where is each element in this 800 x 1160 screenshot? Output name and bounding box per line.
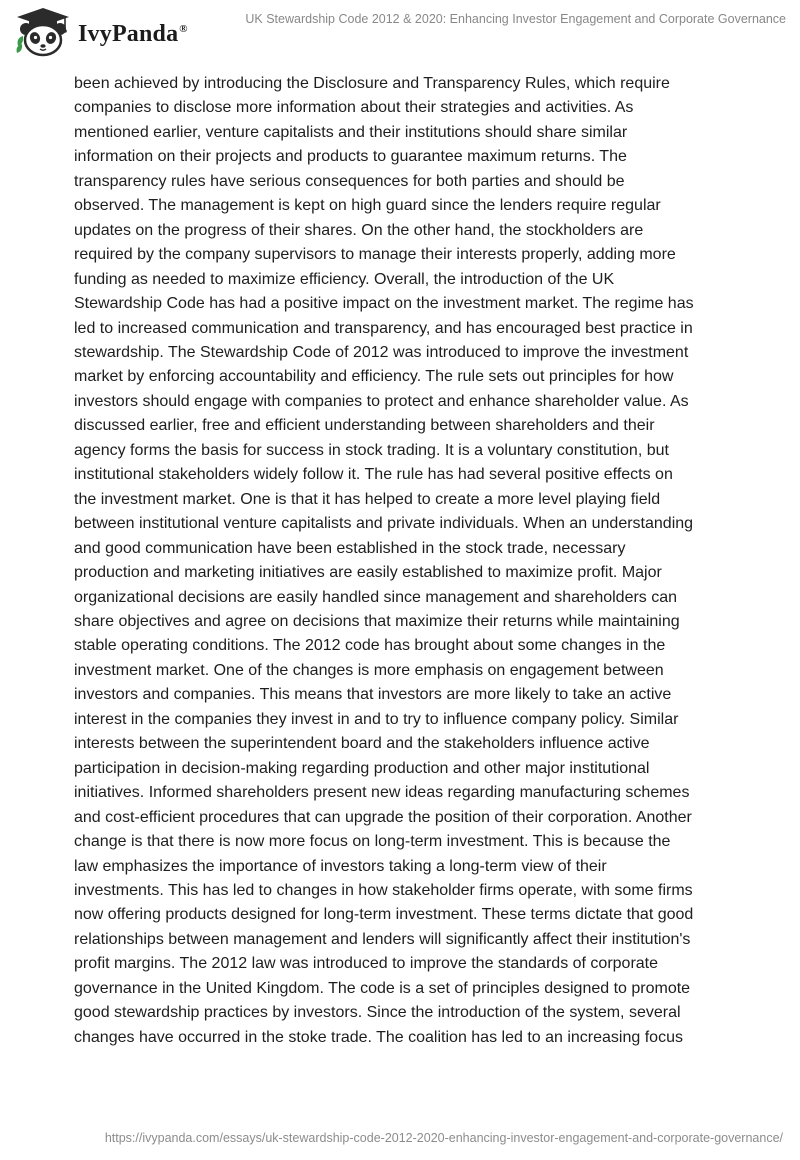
text-line: mentioned earlier, venture capitalists and their institutions should share similar (74, 123, 628, 141)
essay-body (74, 72, 730, 1050)
text-line: discussed earlier, free and efficient understanding between shareholders and their (74, 417, 655, 435)
text-line: share objectives and agree on decisions that maximize their returns while maintaining (74, 612, 680, 630)
text-line: the investment market. One is that it has helped to create a more level playing field (74, 490, 661, 508)
text-line: interest in the companies they invest in and to try to influence company policy. Similar (74, 710, 679, 728)
text-line: between institutional venture capitalists and private individuals. When an understanding (74, 515, 694, 533)
text-line: change is that there is now more focus on long-term investment. This is because the (74, 833, 671, 851)
panda-graduate-icon (14, 6, 72, 58)
text-line: production and marketing initiatives are easily established to maximize profit. Major (74, 564, 662, 582)
registered-mark: ® (179, 22, 188, 35)
text-line: and good communication have been established in the stock trade, necessary (74, 539, 626, 557)
page-header (0, 0, 800, 70)
text-line: participation in decision-making regarding production and other major institutional (74, 759, 650, 777)
text-line: interests between the superintendent board and the stakeholders influence active (74, 735, 650, 753)
text-line: market by enforcing accountability and efficiency. The rule sets out principles for how (74, 368, 674, 386)
text-line: law emphasizes the importance of investors taking a long-term view of their (74, 857, 607, 875)
text-line: required by the company supervisors to manage their interests properly, adding more (74, 246, 676, 264)
text-line: observed. The management is kept on high guard since the lenders require regular (74, 197, 661, 215)
text-line: relationships between management and lenders will significantly affect their institution's (74, 930, 691, 948)
text-line: led to increased communication and transparency, and has encouraged best practice in (74, 319, 693, 337)
text-line: stable operating conditions. The 2012 code has brought about some changes in the (74, 637, 666, 655)
text-line: organizational decisions are easily handled since management and shareholders can (74, 588, 678, 606)
text-line: initiatives. Informed shareholders present new ideas regarding manufacturing schemes (74, 784, 690, 802)
text-line: stewardship. The Stewardship Code of 2012 was introduced to improve the investment (74, 343, 689, 361)
text-line: transparency rules have serious consequences for both parties and should be (74, 172, 625, 190)
source-url[interactable]: https://ivypanda.com/essays/uk-stewardship-code-2012-2020-enhancing-investor-engagement-and-corporate-governance/ (104, 1131, 783, 1145)
text-line: investment market. One of the changes is more emphasis on engagement between (74, 661, 664, 679)
text-line: been achieved by introducing the Disclosure and Transparency Rules, which require (74, 75, 670, 92)
text-line: companies to disclose more information about their strategies and activities. As (74, 99, 634, 117)
text-line: good stewardship practices by investors. Since the introduction of the system, several (74, 1004, 681, 1022)
text-line: funding as needed to maximize efficiency. Overall, the introduction of the UK (74, 270, 615, 288)
text-line: investors should engage with companies to protect and enhance shareholder value. As (74, 392, 689, 410)
text-line: governance in the United Kingdom. The code is a set of principles designed to promote (74, 979, 691, 997)
text-line: changes have occurred in the stoke trade. The coalition has led to an increasing focus (74, 1028, 683, 1046)
text-line: profit margins. The 2012 law was introduced to improve the standards of corporate (74, 955, 659, 973)
text-line: institutional stakeholders widely follow it. The rule has had several positive effects on (74, 466, 673, 484)
text-line: Stewardship Code has had a positive impact on the investment market. The regime has (74, 295, 694, 313)
text-line: and cost-efficient procedures that can upgrade the position of their corporation. Another (74, 808, 692, 826)
text-line: updates on the progress of their shares. On the other hand, the stockholders are (74, 221, 644, 239)
document-title: UK Stewardship Code 2012 & 2020: Enhancing Investor Engagement and Corporate Governance (245, 12, 786, 26)
logo-wordmark: IvyPanda® (78, 20, 188, 47)
text-line: agency forms the basis for success in stock trading. It is a voluntary constitution, but (74, 441, 669, 459)
text-line: investments. This has led to changes in how stakeholder firms operate, with some firms (74, 881, 693, 899)
ivypanda-logo[interactable] (14, 6, 188, 58)
text-line: investors and companies. This means that investors are more likely to take an active (74, 686, 672, 704)
text-line: now offering products designed for long-term investment. These terms dictate that good (74, 906, 694, 924)
text-line: information on their projects and products to guarantee maximum returns. The (74, 148, 627, 166)
